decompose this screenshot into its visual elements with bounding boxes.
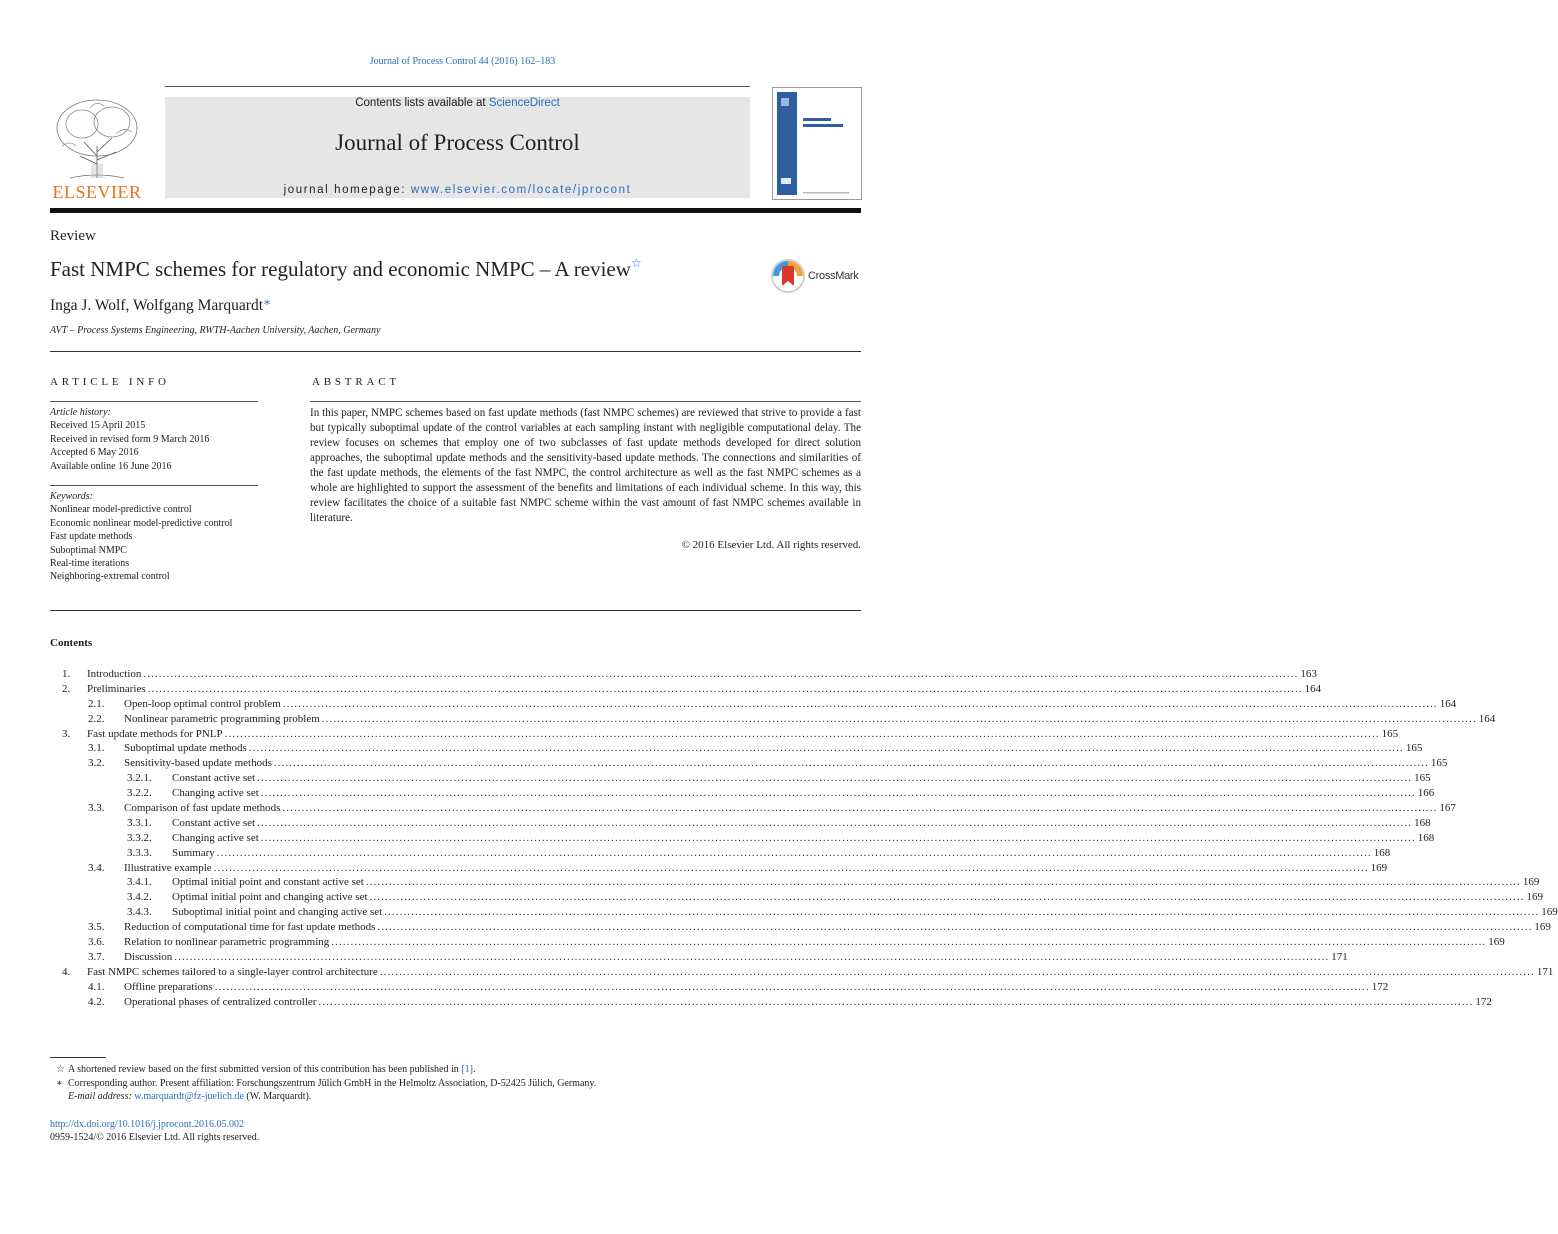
- toc-entry-number: 4.1.: [88, 980, 105, 993]
- email-link[interactable]: w.marquardt@fz-juelich.de: [134, 1091, 244, 1102]
- journal-cover-thumbnail[interactable]: [772, 87, 862, 200]
- history-item: Available online 16 June 2016: [50, 460, 172, 472]
- toc-entry[interactable]: [50, 816, 1431, 831]
- toc-entry-page: 166: [1417, 787, 1435, 800]
- author-names: Inga J. Wolf, Wolfgang Marquardt: [50, 297, 264, 314]
- toc-leader-dots: ............................................................................................................................................................................................................................................................................................................: [331, 936, 1487, 949]
- keyword: Fast update methods: [50, 531, 133, 543]
- masthead-top-rule: [165, 86, 750, 87]
- keyword: Nonlinear model-predictive control: [50, 504, 192, 516]
- toc-entry-title: Nonlinear parametric programming problem: [124, 712, 320, 725]
- toc-entry[interactable]: [50, 801, 1456, 816]
- toc-entry-page: 172: [1371, 980, 1389, 993]
- abstract-text: In this paper, NMPC schemes based on fast update methods (fast NMPC schemes) are reviewed that strive to provide a fast but typically suboptimal update of the control variables at each sampling instant with negligible computational delay. The review focuses on schemes that employ one of two subclasses of fast update methods developed for direct solution approaches, the suboptimal update methods and the sensitivity-based update methods. The connections and similarities of the fast update methods, the elements of the fast NMPC, the control architecture as well as the fast NMPC schemes as a whole are highlighted to support the assessment of the benefits and limitations of each individual scheme. In this way, this review facilitates the choice of a suitable fast NMPC scheme within the vast amount of fast NMPC schemes available in literature.: [310, 407, 861, 524]
- toc-entry-number: 3.3.1.: [127, 816, 152, 829]
- table-of-contents: [50, 667, 1558, 1009]
- toc-entry[interactable]: [50, 741, 1423, 756]
- divider: [50, 401, 258, 402]
- toc-entry-number: 2.: [62, 682, 71, 695]
- toc-entry-number: 2.2.: [88, 712, 105, 725]
- toc-leader-dots: ............................................................................................................................................................................................................................................................................................................: [216, 846, 1372, 859]
- toc-leader-dots: ............................................................................................................................................................................................................................................................................................................: [273, 757, 1429, 770]
- footnote-title: [50, 1063, 861, 1077]
- toc-entry-number: 3.2.1.: [127, 772, 152, 785]
- toc-entry-title: Constant active set: [172, 772, 256, 785]
- divider: [50, 485, 258, 486]
- elsevier-wordmark: ELSEVIER: [52, 182, 142, 202]
- toc-entry-page: 171: [1536, 965, 1554, 978]
- toc-entry[interactable]: [50, 935, 1505, 950]
- footnote-rule: [50, 1057, 106, 1058]
- toc-entry-page: 165: [1430, 757, 1448, 770]
- homepage-prefix: journal homepage:: [283, 184, 411, 196]
- toc-entry-number: 4.2.: [88, 995, 105, 1008]
- divider: [50, 610, 861, 611]
- toc-entry-page: 169: [1526, 891, 1544, 904]
- toc-entry-title: Changing active set: [172, 831, 259, 844]
- article-title: [50, 256, 750, 282]
- article-info-heading: ARTICLE INFO: [50, 376, 170, 388]
- toc-entry[interactable]: [50, 875, 1540, 890]
- toc-entry-number: 3.3.2.: [127, 831, 152, 844]
- toc-entry-title: Fast NMPC schemes tailored to a single-layer control architecture: [87, 965, 378, 978]
- toc-entry-title: Sensitivity-based update methods: [124, 757, 272, 770]
- toc-entry[interactable]: [50, 697, 1457, 712]
- history-item: Received in revised form 9 March 2016: [50, 433, 210, 445]
- footnote-end: .: [472, 1064, 476, 1075]
- footnote-text: Corresponding author. Present affiliation: Forschungszentrum Jülich GmbH in the Helmoltz Association, D-52425 Jülich, Germany.: [68, 1077, 597, 1089]
- keyword: Economic nonlinear model-predictive control: [50, 517, 233, 529]
- abstract-heading: ABSTRACT: [312, 376, 400, 388]
- toc-entry-title: Preliminaries: [87, 682, 146, 695]
- toc-entry-title: Fast update methods for PNLP: [87, 727, 223, 740]
- issn-copyright: 0959-1524/© 2016 Elsevier Ltd. All rights reserved.: [50, 1131, 260, 1143]
- contents-prefix: Contents lists available at: [355, 97, 489, 109]
- toc-entry-title: Reduction of computational time for fast update methods: [124, 921, 376, 934]
- toc-entry-title: Relation to nonlinear parametric programming: [124, 936, 330, 949]
- journal-reference[interactable]: Journal of Process Control 44 (2016) 162–183: [369, 56, 556, 67]
- toc-entry-number: 3.4.1.: [127, 876, 152, 889]
- abstract-copyright: © 2016 Elsevier Ltd. All rights reserved.: [681, 539, 861, 551]
- toc-entry-title: Summary: [172, 846, 215, 859]
- toc-entry[interactable]: [50, 771, 1431, 786]
- homepage-link[interactable]: www.elsevier.com/locate/jprocont: [410, 184, 632, 196]
- toc-entry-title: Introduction: [87, 668, 142, 680]
- toc-leader-dots: ............................................................................................................................................................................................................................................................................................................: [282, 802, 1438, 815]
- toc-entry-title: Optimal initial point and constant active set: [172, 876, 364, 889]
- keywords: [50, 490, 250, 584]
- toc-entry-title: Suboptimal update methods: [124, 742, 247, 755]
- toc-entry-title: Changing active set: [172, 787, 259, 800]
- toc-entry-page: 169: [1522, 876, 1540, 889]
- toc-entry-number: 3.4.: [88, 861, 105, 874]
- toc-entry-page: 163: [1300, 668, 1317, 680]
- divider: [50, 351, 861, 352]
- toc-entry-page: 168: [1417, 831, 1435, 844]
- toc-entry-page: 164: [1304, 682, 1322, 695]
- toc-entry[interactable]: [50, 950, 1348, 965]
- toc-entry-page: 169: [1541, 906, 1558, 919]
- footnote-text: A shortened review based on the first submitted version of this contribution has been published in: [68, 1064, 462, 1075]
- history-label: Article history:: [50, 407, 111, 418]
- toc-entry-number: 3.7.: [88, 950, 105, 963]
- authors: [50, 295, 271, 315]
- toc-leader-dots: ............................................................................................................................................................................................................................................................................................................: [147, 682, 1303, 695]
- toc-leader-dots: ............................................................................................................................................................................................................................................................................................................: [257, 772, 1413, 785]
- toc-entry[interactable]: [50, 682, 1322, 697]
- crossmark-label: CrossMark: [808, 270, 859, 282]
- toc-entry[interactable]: [50, 727, 1399, 742]
- toc-entry-title: Offline preparations: [124, 980, 213, 993]
- toc-leader-dots: ............................................................................................................................................................................................................................................................................................................: [369, 891, 1525, 904]
- toc-leader-dots: ............................................................................................................................................................................................................................................................................................................: [379, 965, 1535, 978]
- sciencedirect-link[interactable]: ScienceDirect: [488, 97, 560, 109]
- email-suffix: (W. Marquardt).: [243, 1091, 312, 1102]
- toc-entry[interactable]: [50, 831, 1435, 846]
- toc-entry-page: 165: [1405, 742, 1423, 755]
- toc-entry-number: 1.: [62, 668, 71, 680]
- toc-entry[interactable]: [50, 712, 1496, 727]
- toc-entry-title: Optimal initial point and changing active set: [172, 891, 368, 904]
- toc-leader-dots: ............................................................................................................................................................................................................................................................................................................: [174, 950, 1330, 963]
- toc-entry-number: 3.: [62, 727, 71, 740]
- toc-entry-title: Operational phases of centralized controller: [124, 995, 317, 1008]
- keywords-label: Keywords:: [50, 491, 93, 502]
- toc-entry[interactable]: [50, 980, 1389, 995]
- doi-block: [50, 1119, 259, 1144]
- journal-title: Journal of Process Control: [335, 130, 580, 155]
- toc-leader-dots: ............................................................................................................................................................................................................................................................................................................: [143, 668, 1299, 680]
- crossmark-badge[interactable]: [770, 258, 862, 294]
- crossmark-icon: [770, 258, 806, 294]
- title-footnote-mark[interactable]: ☆: [630, 256, 642, 270]
- toc-entry-title: Suboptimal initial point and changing active set: [172, 906, 383, 919]
- toc-entry-title: Comparison of fast update methods: [124, 802, 281, 815]
- toc-entry-number: 2.1.: [88, 697, 105, 710]
- toc-entry-number: 3.3.: [88, 802, 105, 815]
- history-item: Accepted 6 May 2016: [50, 447, 139, 459]
- corresponding-author-mark[interactable]: ∗: [263, 295, 272, 309]
- footnote-corresponding: [50, 1077, 861, 1091]
- toc-entry-page: 164: [1439, 697, 1457, 710]
- toc-leader-dots: ............................................................................................................................................................................................................................................................................................................: [260, 787, 1416, 800]
- toc-entry-page: 172: [1475, 995, 1492, 1008]
- toc-entry-title: Illustrative example: [124, 861, 212, 874]
- toc-entry-number: 3.5.: [88, 921, 105, 934]
- toc-entry-number: 3.2.: [88, 757, 105, 770]
- toc-entry[interactable]: [50, 905, 1558, 920]
- toc-leader-dots: ............................................................................................................................................................................................................................................................................................................: [321, 712, 1477, 725]
- toc-entry-page: 169: [1534, 921, 1551, 934]
- toc-entry-number: 3.4.2.: [127, 891, 152, 904]
- toc-entry-number: 4.: [62, 965, 71, 978]
- toc-entry-page: 168: [1414, 816, 1431, 829]
- cover-image-icon: [773, 88, 861, 199]
- contents-heading: Contents: [50, 637, 93, 649]
- toc-entry-page: 164: [1478, 712, 1496, 725]
- toc-entry[interactable]: [50, 846, 1391, 861]
- contents-available-line: [165, 97, 750, 109]
- toc-entry-page: 171: [1331, 950, 1348, 963]
- masthead-thick-rule: [50, 208, 861, 213]
- article-type: Review: [50, 228, 96, 244]
- toc-entry[interactable]: [50, 861, 1388, 876]
- toc-leader-dots: ............................................................................................................................................................................................................................................................................................................: [260, 831, 1416, 844]
- toc-leader-dots: ............................................................................................................................................................................................................................................................................................................: [224, 727, 1380, 740]
- toc-entry-page: 169: [1370, 861, 1388, 874]
- toc-leader-dots: ............................................................................................................................................................................................................................................................................................................: [257, 816, 1413, 829]
- toc-entry-page: 169: [1488, 936, 1505, 949]
- toc-entry-title: Constant active set: [172, 816, 256, 829]
- toc-entry-title: Open-loop optimal control problem: [124, 697, 281, 710]
- toc-leader-dots: ............................................................................................................................................................................................................................................................................................................: [214, 980, 1370, 993]
- toc-entry-page: 165: [1414, 772, 1431, 785]
- footnotes: [50, 1063, 861, 1104]
- keyword: Neighboring-extremal control: [50, 571, 170, 583]
- toc-entry-page: 167: [1439, 802, 1456, 815]
- toc-entry[interactable]: [50, 756, 1448, 771]
- toc-entry-number: 3.6.: [88, 936, 105, 949]
- toc-entry[interactable]: [50, 995, 1492, 1010]
- toc-leader-dots: ............................................................................................................................................................................................................................................................................................................: [377, 921, 1533, 934]
- keyword: Suboptimal NMPC: [50, 544, 127, 556]
- toc-leader-dots: ............................................................................................................................................................................................................................................................................................................: [213, 861, 1369, 874]
- toc-entry[interactable]: [50, 890, 1544, 905]
- toc-leader-dots: ............................................................................................................................................................................................................................................................................................................: [282, 697, 1438, 710]
- toc-leader-dots: ............................................................................................................................................................................................................................................................................................................: [318, 995, 1474, 1008]
- footnote-mark: ∗: [56, 1077, 63, 1089]
- toc-entry[interactable]: [50, 920, 1551, 935]
- toc-entry-number: 3.2.2.: [127, 787, 152, 800]
- toc-entry[interactable]: [50, 786, 1435, 801]
- toc-leader-dots: ............................................................................................................................................................................................................................................................................................................: [384, 906, 1540, 919]
- affiliation: AVT – Process Systems Engineering, RWTH-Aachen University, Aachen, Germany: [50, 325, 381, 336]
- keyword: Real-time iterations: [50, 558, 130, 570]
- toc-entry-number: 3.3.3.: [127, 846, 152, 859]
- toc-entry-number: 3.1.: [88, 742, 105, 755]
- toc-entry-title: Discussion: [124, 950, 173, 963]
- toc-entry-page: 168: [1373, 846, 1391, 859]
- journal-homepage-line: [165, 184, 750, 196]
- footnote-email: [50, 1090, 861, 1104]
- toc-entry-page: 165: [1381, 727, 1399, 740]
- toc-leader-dots: ............................................................................................................................................................................................................................................................................................................: [365, 876, 1521, 889]
- reference-link[interactable]: [1]: [461, 1064, 473, 1075]
- history-item: Received 15 April 2015: [50, 420, 146, 432]
- email-label: E-mail address:: [68, 1091, 135, 1102]
- toc-entry[interactable]: [50, 965, 1554, 980]
- toc-entry[interactable]: [50, 667, 1317, 682]
- doi-link[interactable]: http://dx.doi.org/10.1016/j.jprocont.2016.05.002: [50, 1119, 244, 1130]
- article-title-text: Fast NMPC schemes for regulatory and economic NMPC – A review: [50, 257, 631, 281]
- article-history: [50, 406, 260, 473]
- divider: [310, 401, 861, 402]
- toc-entry-number: 3.4.3.: [127, 906, 152, 919]
- footnote-mark: ☆: [56, 1064, 65, 1075]
- toc-leader-dots: ............................................................................................................................................................................................................................................................................................................: [248, 742, 1404, 755]
